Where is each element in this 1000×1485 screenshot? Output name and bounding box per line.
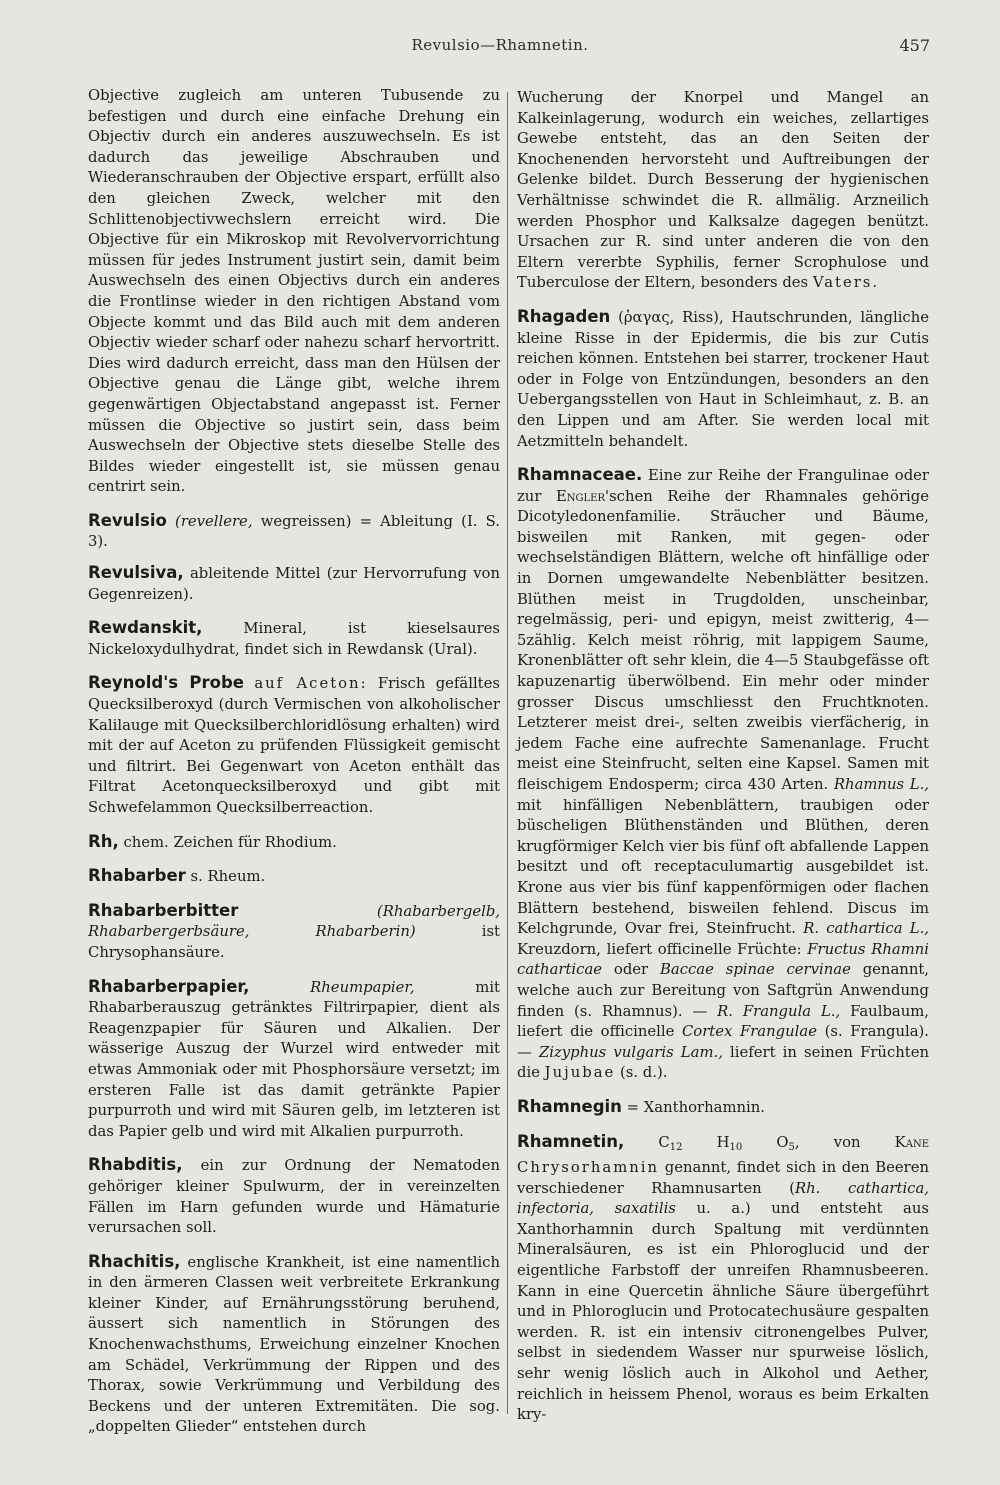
entry-text: mit hinfälligen Nebenblättern, traubigen oder büscheligen Blüthenständen und Blüthen, deren krugförmiger Kelch vier bis fünf oft abfallende Lappen besitzt und oft receptaculumartig ausgebildet ist. Krone aus vier bis fünf kappenförmigen oder flachen Blättern bestehend, bisweilen fehlend. Discus im Kelchgrunde, Ovar frei, Steinfrucht.	[517, 796, 929, 938]
entry-revulsiva	[88, 563, 500, 605]
entry-rhachitis	[88, 1252, 500, 1438]
entry-text: (s. Frangula). —	[517, 1023, 930, 1061]
entry-headword: Rewdanskit,	[88, 618, 203, 638]
entry-headword: Rh,	[88, 831, 119, 851]
entry-rhabditis	[88, 1155, 500, 1238]
entry-text: genannt, findet sich in den Beeren verschiedener Rhamnusarten (	[517, 1159, 929, 1197]
entry-headword: Rhamnaceae.	[517, 465, 643, 485]
taxon-name: R. Frangula L.,	[717, 1002, 841, 1020]
entry-text: Frisch gefälltes Quecksilberoxyd (durch Vermischen von alkoholischer Kalilauge mit Quecksilberchloridlösung erhalten) wird mit der auf Aceton zu prüfenden Flüssigkeit gemischt und filtrirt. Bei Gegenwart von Aceton enthält das Filtrat Acetonquecksilberoxyd und gibt mit Schwefelammon Quecksilberreaction.	[88, 675, 500, 816]
entry-headword: Revulsio	[88, 510, 167, 530]
entry-text: englische Krankheit, ist eine namentlich in den ärmeren Classen weit verbreitete Erkrankung kleiner Kinder, auf Ernährungsstörung beruhend, äussert sich namentlich in Störungen des Knochenwachsthums, Erweichung einzelner Knochen am Schädel, Verkrümmung der Rippen und des Thorax, sowie Verkrümmung und Verbildung des Beckens und der unteren Extremitäten. Die sog. „doppelten Glieder“ entstehen durch	[88, 1253, 500, 1436]
entry-text: Riss), Hautschrunden, längliche kleine Risse in der Epidermis, die bis zur Cutis reichen können. Entstehen bei starrer, trockener Haut oder in Folge von Entzündungen, besonders an den Uebergangsstellen von Haut in Schleimhaut, z. B. an den Lippen und am After. Sie werden local mit Aetzmitteln behandelt.	[517, 308, 929, 450]
entry-text: 'schen Reihe der Rhamnales gehörige Dicotyledonenfamilie. Sträucher und Bäume, bisweilen mit Ranken, mit gegen- oder wechselständigen Blättern, welche oft hinfällige oder in Dornen umgewandelte Nebenblätter besitzen. Blüthen meist in Trugdolden, unscheinbar, regelmässig, peri- und epigyn, meist zwitterig, 4—5zählig. Kelch meist röhrig, mit lappigem Saume, Kronenblätter oft sehr klein, die 4—5 Staubgefässe oft kapuzenartig überwölbend. Ein mehr oder minder grosser Discus umschliesst den Fruchtknoten. Letzterer meist drei-, selten zweibis vierfächerig, in jedem Fache eine aufrechte Samenanlage. Frucht meist eine Steinfrucht, selten eine Kapsel. Samen mit fleischigem Endosperm; circa 430 Arten.	[517, 487, 929, 793]
entry-rhamnaceae	[517, 465, 929, 1084]
entry-text: genannt, welche auch zur Bereitung von Saftgrün Anwendung finden (s. Rhamnus). —	[517, 961, 929, 1020]
entry-rewdanskit	[88, 618, 500, 660]
entry-rhamnetin	[517, 1132, 929, 1426]
entry-text: u. a.) und entsteht aus Xanthorhamnin durch Spaltung mit verdünnten Mineralsäuren, es ist ein Phloroglucid und der eigentliche Farbstoff der unreifen Rhamnusbeeren. Kann in eine Quercetin ähnliche Säure übergeführt und in Phloroglucin und Protocatechusäure gespalten werden. R. ist ein intensiv citronengelbes Pulver, selbst in siedendem Wasser nur spurweise löslich, sehr wenig löslich auch in Alkohol und Aether, reichlich in heissem Phenol, woraus es beim Erkalten kry-	[517, 1200, 929, 1424]
entry-text: = Xanthorhamnin.	[621, 1098, 765, 1116]
entry-text: ableitende Mittel (zur Hervorrufung von Gegenreizen).	[88, 565, 500, 603]
drug-name: Cortex Frangulae	[681, 1023, 817, 1041]
formula-subscript: 10	[729, 1141, 743, 1153]
page-number: 457	[899, 36, 930, 55]
formula-element: H	[682, 1133, 730, 1151]
formula-element: C	[658, 1133, 670, 1151]
drug-name: Fructus Rhamni catharticae	[517, 940, 930, 979]
entry-text: liefert in seinen Früchten die	[517, 1043, 929, 1082]
continued-text	[517, 88, 929, 294]
entry-text: ist Chrysophansäure.	[88, 923, 500, 961]
entry-rh	[88, 832, 500, 854]
author-name: Kane	[894, 1133, 929, 1151]
left-column	[88, 86, 500, 1438]
running-title: Revulsio—Rhamnetin.	[411, 36, 589, 54]
etymology: (Rhabarbergelb, Rhabarbergerbsäure, Rhabarberin)	[88, 902, 500, 941]
entry-text: mit Rhabarberauszug getränktes Filtrirpapier, dient als Reagenzpapier für Säuren und Alkalien. Der wässerige Auszug der Wurzel wird entweder mit etwas Ammoniak oder mit Phosphorsäure versetzt; im ersteren Falle ist das damit getränkte Papier purpurroth und wird mit Säuren gelb, im letzteren ist das Papier gelb und wird mit Alkalien purpurroth.	[88, 978, 500, 1140]
chemical-formula	[658, 1134, 794, 1151]
entry-text: oder	[602, 961, 660, 979]
entry-rhabarber	[88, 866, 500, 888]
entry-text: , von	[794, 1133, 895, 1151]
entry-headword: Rhamnegin	[517, 1096, 622, 1116]
taxon-name: R. cathartica L.,	[803, 920, 929, 938]
etymology: (revellere,	[175, 512, 253, 530]
entry-headword: Rhabarber	[88, 866, 186, 886]
spaced-text: Vaters.	[812, 274, 880, 292]
taxon-name: Rh. cathartica, infectoria, saxatilis	[517, 1179, 929, 1218]
column-divider	[507, 92, 508, 1414]
spaced-text: Chrysorhamnin	[517, 1159, 660, 1177]
entry-text: wegreissen) = Ableitung (I. S. 3).	[88, 512, 500, 551]
drug-name: Baccae spinae cervinae	[660, 961, 851, 979]
right-column	[517, 88, 929, 1426]
entry-text: chem. Zeichen für Rhodium.	[118, 833, 337, 851]
entry-rhamnegin	[517, 1097, 929, 1119]
entry-headword: Rhabditis,	[88, 1155, 183, 1175]
entry-headword: Reynold's Probe	[88, 673, 244, 693]
continued-text-body: Wucherung der Knorpel und Mangel an Kalkeinlagerung, wodurch ein weiches, zellartiges Gewebe entsteht, das an den Seiten der Knochenenden hervorsteht und Auftreibungen der Gelenke bildet. Durch Besserung der hygienischen Verhältnisse schwindet die R. allmälig. Arzneilich werden Phosphor und Kalksalze dagegen benützt. Ursachen zur R. sind unter anderen die von den Eltern vererbte Syphilis, ferner Scrophulose und Tuberculose der Eltern, besonders des	[517, 89, 929, 292]
formula-subscript: 5	[788, 1141, 795, 1153]
entry-text: Eine zur Reihe der Frangulinae oder zur	[517, 467, 929, 505]
entry-text: ein zur Ordnung der Nematoden gehöriger kleiner Spulwurm, der in vereinzelten Fällen im Harn gefunden wurde und Hämaturie verursachen soll.	[88, 1157, 500, 1237]
synonym: Rheumpapier,	[310, 978, 415, 996]
taxon-name: Zizyphus vulgaris Lam.,	[538, 1043, 723, 1061]
entry-text: Kreuzdorn, liefert officinelle Früchte:	[517, 940, 808, 958]
formula-element: O	[742, 1133, 789, 1151]
entry-reynold	[88, 673, 500, 818]
entry-text: s. Rheum.	[185, 868, 266, 886]
formula-subscript: 12	[669, 1141, 683, 1153]
entry-headword: Rhagaden	[517, 306, 611, 326]
entry-headword: Revulsiva,	[88, 563, 184, 583]
entry-text: (s. d.).	[615, 1064, 668, 1082]
entry-rhabarberpapier	[88, 977, 500, 1143]
taxon-name: Rhamnus L.,	[833, 776, 929, 793]
entry-text: Faulbaum, liefert die officinelle	[517, 1002, 930, 1041]
entry-headword: Rhamnetin,	[517, 1131, 625, 1151]
spaced-text: Jujubae	[544, 1064, 616, 1082]
entry-text: Mineral, ist kieselsaures Nickeloxydulhydrat, findet sich in Rewdansk (Ural).	[88, 620, 500, 658]
entry-headword: Rhachitis,	[88, 1251, 181, 1271]
author-name: Engler	[555, 487, 605, 505]
spaced-text: auf Aceton:	[254, 675, 368, 693]
entry-rhagaden	[517, 307, 929, 452]
entry-rhabarberbitter	[88, 901, 500, 964]
continued-text: Objective zugleich am unteren Tubusende zu befestigen und durch eine einfache Drehung ein Objectiv durch ein anderes auszuwechseln. Es ist dadurch das jeweilige Abschrauben und Wiederanschrauben der Objective erspart, erfüllt also den gleichen Zweck, welcher mit den Schlittenobjectivwechslern erreicht wird. Die Objective für ein Mikroskop mit Revolvervorrichtung müssen für jedes Instrument justirt sein, damit beim Auswechseln des einen Objectivs durch ein anderes die Frontlinse wieder in den richtigen Abstand vom Objecte kommt und das Bild auch mit dem anderen Objectiv wieder scharf oder nahezu scharf hervortritt. Dies wird dadurch erreicht, dass man den Hülsen der Objective genau die Länge gibt, welche ihrem gegenwärtigen Objectabstand angepasst ist. Ferner müssen die Objective so justirt sein, dass beim Auswechseln der Objective stets dieselbe Stelle des Bildes wieder eingestellt ist, sie müssen genau centrirt sein.	[88, 87, 500, 496]
greek-etymology: (ῥαγας,	[618, 308, 675, 326]
entry-headword: Rhabarberbitter	[88, 900, 239, 920]
entry-headword: Rhabarberpapier,	[88, 976, 250, 996]
entry-revulsio	[88, 511, 500, 553]
